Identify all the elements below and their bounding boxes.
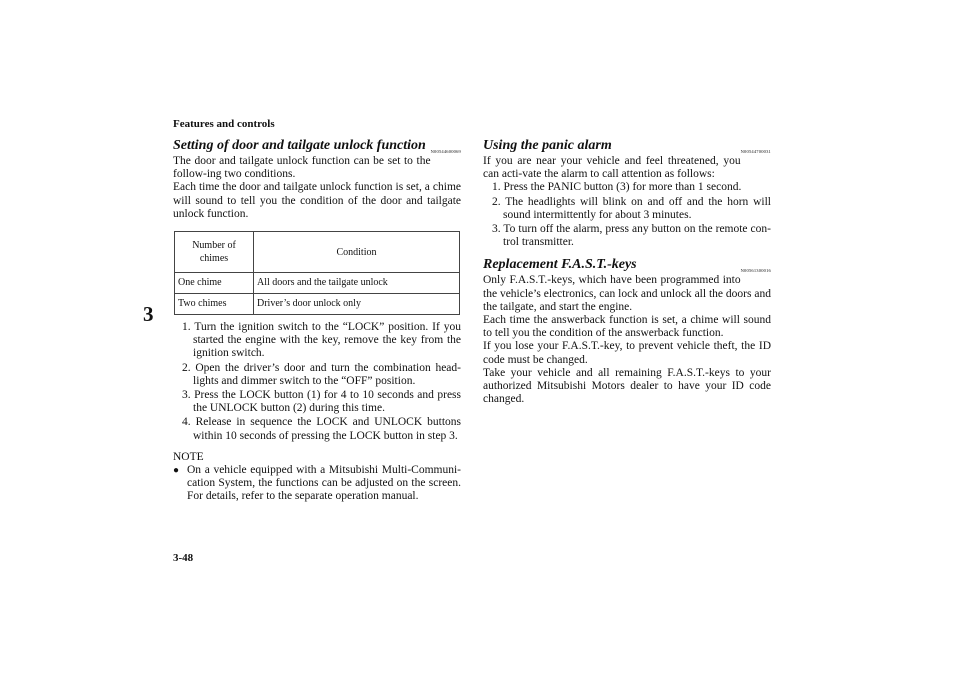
table-cell: All doors and the tailgate unlock	[254, 273, 460, 294]
chapter-number: 3	[143, 302, 154, 326]
bullet-icon: ●	[173, 465, 180, 477]
panic-alarm-intro: If you are near your vehicle and feel threatened, you can acti-vate the alarm to call attention as follows:	[483, 155, 741, 181]
list-item: 2. The headlights will blink on and off and the horn will sound intermittently for about 3 minutes.	[492, 195, 771, 221]
door-unlock-intro-2: Each time the door and tailgate unlock function is set, a chime will sound to tell you the condition of the door and tailgate unlock function.	[173, 181, 461, 220]
list-item: 3. Press the LOCK button (1) for 4 to 10 seconds and press the UNLOCK button (2) during this time.	[182, 389, 461, 415]
table-header-chimes: Number of chimes	[175, 232, 254, 273]
table-row	[175, 273, 460, 294]
list-item: 1. Press the PANIC button (3) for more than 1 second.	[492, 181, 742, 194]
table-header-row	[175, 232, 460, 273]
panic-alarm-heading	[483, 138, 771, 154]
right-column	[483, 138, 771, 406]
door-unlock-intro-1: The door and tailgate unlock function can be set to the follow-ing two conditions.	[173, 155, 431, 181]
note-label: NOTE	[173, 450, 204, 463]
panic-alarm-code: N00544700031	[740, 149, 771, 154]
table-row	[175, 294, 460, 315]
note-body	[173, 464, 461, 504]
left-column	[173, 138, 461, 504]
door-unlock-heading	[173, 138, 461, 154]
table-cell: Two chimes	[175, 294, 254, 315]
chime-conditions-table	[174, 231, 460, 315]
list-item: 1. Turn the ignition switch to the “LOCK” position. If you started the engine with the key, remove the key from the ignition switch.	[182, 321, 461, 360]
list-item: 3. To turn off the alarm, press any button on the remote con-trol transmitter.	[492, 223, 771, 249]
panic-alarm-steps	[483, 181, 771, 249]
replacement-para-4: Take your vehicle and all remaining F.A.S.T.-keys to your authorized Mitsubishi Motors dealer to have your ID code changed.	[483, 366, 771, 406]
panic-alarm-title: Using the panic alarm	[483, 138, 612, 153]
door-unlock-steps	[173, 321, 461, 443]
replacement-para-2: Each time the answerback function is set, a chime will sound to tell you the condition of the answerback function.	[483, 314, 771, 340]
replacement-para-1: Only F.A.S.T.-keys, which have been programmed into the vehicle’s electronics, can lock and unlock all the doors and the tailgate, and start the engine.	[483, 274, 771, 313]
table-cell: One chime	[175, 273, 254, 294]
replacement-heading	[483, 257, 771, 273]
replacement-para-3: If you lose your F.A.S.T.-key, to prevent vehicle theft, the ID code must be changed.	[483, 340, 771, 366]
door-unlock-code: N00544600069	[430, 149, 461, 154]
list-item: 2. Open the driver’s door and turn the combination head-lights and dimmer switch to the “OFF” position.	[182, 361, 461, 387]
list-item: 4. Release in sequence the LOCK and UNLOCK buttons within 10 seconds of pressing the LOCK button in step 3.	[182, 416, 461, 442]
table-cell: Driver’s door unlock only	[254, 294, 460, 315]
door-unlock-title: Setting of door and tailgate unlock function	[173, 138, 426, 153]
running-header: Features and controls	[173, 118, 275, 130]
note-text: On a vehicle equipped with a Mitsubishi Multi-Communi-cation System, the functions can be adjusted on the screen. For details, refer to the separate operation manual.	[187, 464, 461, 503]
replacement-title: Replacement F.A.S.T.-keys	[483, 257, 637, 273]
page-number: 3-48	[173, 552, 194, 564]
replacement-code: N00561300016	[740, 268, 771, 274]
table-header-condition: Condition	[254, 232, 460, 273]
